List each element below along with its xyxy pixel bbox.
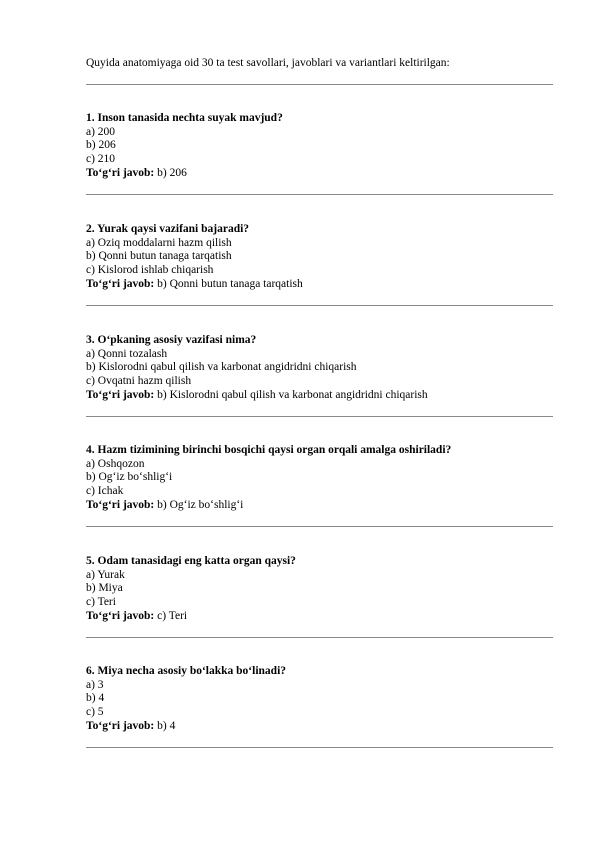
question-title: 4. Hazm tizimining birinchi bosqichi qaysi organ orqali amalga oshiriladi? [86, 444, 452, 456]
divider [86, 747, 553, 748]
option-b: b) Miya [86, 582, 123, 595]
correct-answer-value: b) 206 [157, 166, 187, 179]
option-a: a) Yurak [86, 568, 125, 581]
option-b: b) Og‘iz bo‘shlig‘i [86, 471, 173, 484]
option-a: a) 200 [86, 125, 116, 138]
question-title: 5. Odam tanasidagi eng katta organ qaysi? [86, 555, 296, 567]
option-a: a) Oshqozon [86, 457, 145, 470]
correct-answer-value: b) Og‘iz bo‘shlig‘i [157, 498, 244, 511]
question-block-2 [86, 223, 556, 292]
divider [86, 194, 553, 195]
option-c: c) Teri [86, 596, 116, 609]
option-a: a) Qonni tozalash [86, 347, 168, 360]
option-c: c) Ovqatni hazm qilish [86, 375, 192, 388]
question-title: 1. Inson tanasida nechta suyak mavjud? [86, 112, 283, 124]
intro-text: Quyida anatomiyaga oid 30 ta test savollari, javoblari va variantlari keltirilgan: [86, 57, 450, 69]
question-block-3 [86, 334, 556, 403]
correct-answer-label: To‘g‘ri javob: [86, 609, 155, 622]
correct-answer-value: b) Qonni butun tanaga tarqatish [157, 277, 303, 290]
correct-answer-label: To‘g‘ri javob: [86, 277, 155, 290]
option-b: b) Qonni butun tanaga tarqatish [86, 250, 232, 263]
correct-answer [86, 389, 556, 403]
correct-answer-value: b) Kislorodni qabul qilish va karbonat angidridni chiqarish [157, 388, 428, 401]
question-block-4 [86, 444, 556, 513]
option-c: c) 210 [86, 153, 116, 166]
correct-answer-value: b) 4 [157, 719, 176, 732]
option-c: c) 5 [86, 706, 104, 719]
divider [86, 84, 553, 85]
option-b: b) 206 [86, 139, 116, 152]
option-c: c) Kislorod ishlab chiqarish [86, 264, 214, 277]
question-block-6 [86, 665, 556, 734]
divider [86, 637, 553, 638]
option-b: b) 4 [86, 692, 105, 705]
divider [86, 305, 553, 306]
question-block-1 [86, 112, 556, 181]
correct-answer [86, 720, 556, 734]
correct-answer-value: c) Teri [157, 609, 188, 622]
correct-answer-label: To‘g‘ri javob: [86, 166, 155, 179]
correct-answer-label: To‘g‘ri javob: [86, 498, 155, 511]
option-a: a) Oziq moddalarni hazm qilish [86, 236, 232, 249]
correct-answer-label: To‘g‘ri javob: [86, 719, 155, 732]
correct-answer [86, 167, 556, 181]
question-title: 2. Yurak qaysi vazifani bajaradi? [86, 223, 250, 235]
correct-answer [86, 610, 556, 624]
question-block-5 [86, 555, 556, 624]
option-c: c) Ichak [86, 485, 124, 498]
option-b: b) Kislorodni qabul qilish va karbonat angidridni chiqarish [86, 361, 357, 374]
question-title: 6. Miya necha asosiy bo‘lakka bo‘linadi? [86, 665, 287, 677]
divider [86, 526, 553, 527]
correct-answer-label: To‘g‘ri javob: [86, 388, 155, 401]
divider [86, 416, 553, 417]
option-a: a) 3 [86, 678, 104, 691]
correct-answer [86, 499, 556, 513]
correct-answer [86, 278, 556, 292]
question-title: 3. O‘pkaning asosiy vazifasi nima? [86, 334, 257, 346]
